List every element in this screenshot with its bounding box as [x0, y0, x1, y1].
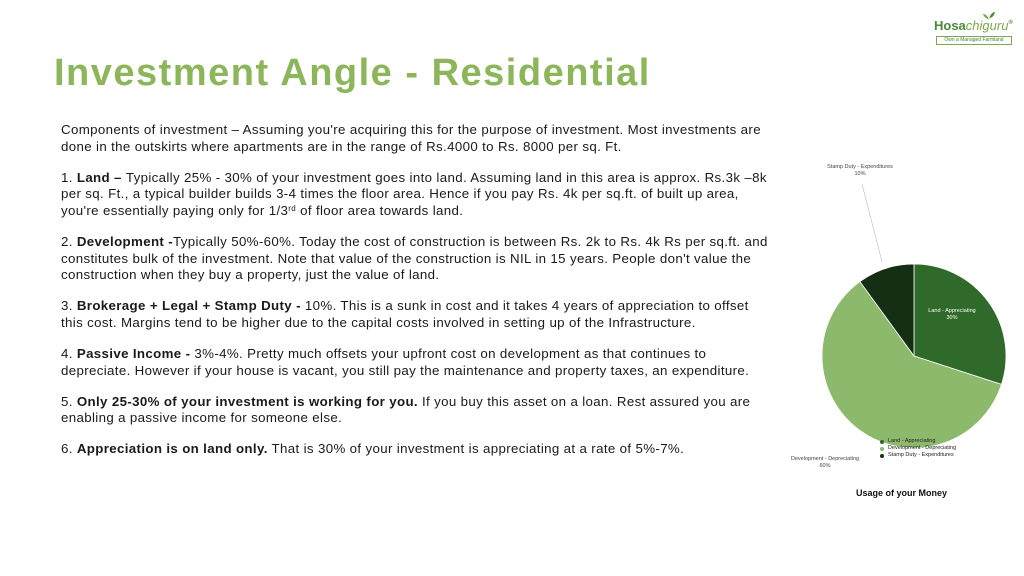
point-text: Typically 25% - 30% of your investment goes into land. Assuming land in this area is approx. Rs.3k –8k per sq. Ft., a typical builder builds 3-4 times the floor area. Hence if you pay Rs. 4k per sq.ft. of built up area, you're essentially paying only for 1/3: [61, 169, 767, 218]
legend-item: [880, 438, 956, 445]
pie-chart-svg: [780, 160, 1020, 480]
slice-value-label: 30%: [946, 315, 958, 321]
brand-logo: [930, 10, 1016, 46]
slice-leader-line: [862, 184, 882, 262]
point-number: 6.: [61, 441, 77, 457]
legend-swatch: [880, 440, 884, 444]
point-number: 5.: [61, 393, 77, 409]
legend-label: Stamp Duty - Expenditures: [888, 452, 954, 458]
legend-swatch: [880, 447, 884, 451]
page-title: Investment Angle - Residential: [54, 52, 651, 94]
body-content: [61, 122, 773, 472]
slice-label: Development - Depreciating: [790, 456, 860, 462]
point-text: 10%. This is a sunk in cost and it takes 4 years of appreciation to offset this cost. Margins tend to be higher due to the capital costs involved in setting up of the Infrastructure.: [61, 298, 749, 330]
point-text: Typically 50%-60%. Today the cost of construction is between Rs. 2k to Rs. 4k Rs per sq.ft. and constitutes bulk of the investment. Note that value of the construction is NIL in 15 years. People don't value the construction when they buy a property, just the value of land.: [61, 233, 768, 283]
slice-value-label: 60%: [819, 463, 831, 469]
leaf-icon: [982, 10, 996, 22]
slice-label: Stamp Duty - Expenditures: [827, 164, 893, 170]
chart-title: Usage of your Money: [856, 488, 948, 498]
logo-tagline: Own a Managed Farmland: [936, 36, 1012, 45]
point-item: [61, 441, 773, 458]
point-text: If you buy this asset on a loan. Rest assured you are enabling a passive income for someone else.: [61, 393, 751, 426]
point-text-after: of floor area towards land.: [296, 202, 464, 218]
point-superscript: rd: [288, 203, 297, 213]
point-heading: Passive Income -: [76, 345, 195, 361]
point-item: [61, 170, 773, 220]
pie-chart: [780, 160, 1020, 500]
point-number: 2.: [61, 233, 77, 249]
point-heading: Land –: [76, 169, 126, 185]
point-heading: Only 25-30% of your investment is working for you.: [76, 393, 418, 409]
legend-swatch: [880, 454, 884, 458]
legend-item: [880, 445, 956, 452]
slice-label: Land - Appreciating: [928, 308, 976, 314]
point-number: 3.: [61, 298, 77, 314]
intro-paragraph: Components of investment – Assuming you're acquiring this for the purpose of investment. Most investments are done in the outskirts where apartments are in the range of Rs.4000 to Rs. 8000 per sq. Ft.: [61, 122, 761, 154]
point-item: [61, 234, 773, 284]
point-number: 4.: [61, 345, 77, 361]
point-item: [61, 394, 773, 427]
legend-item: [880, 452, 956, 459]
legend-label: Development - Depreciating: [888, 445, 957, 451]
logo-brand-bold: Hosa: [934, 18, 966, 33]
point-heading: Development -: [76, 233, 174, 249]
logo-wordmark: [934, 18, 1013, 33]
point-item: [61, 298, 773, 331]
point-heading: Appreciation is on land only.: [76, 441, 268, 457]
point-text: That is 30% of your investment is appreciating at a rate of 5%-7%.: [267, 441, 685, 457]
point-text: 3%-4%. Pretty much offsets your upfront cost on development as that continues to depreciate. However if your house is vacant, you still pay the maintenance and property taxes, an expenditure.: [61, 345, 750, 378]
logo-brand-light: chiguru: [965, 18, 1009, 33]
slice-value-label: 10%: [854, 171, 866, 177]
point-item: [61, 346, 773, 379]
point-number: 1.: [61, 169, 77, 185]
point-heading: Brokerage + Legal + Stamp Duty -: [76, 298, 305, 314]
logo-registered: ®: [1008, 20, 1013, 26]
chart-legend: [880, 438, 956, 459]
legend-label: Land - Appreciating: [888, 438, 936, 444]
